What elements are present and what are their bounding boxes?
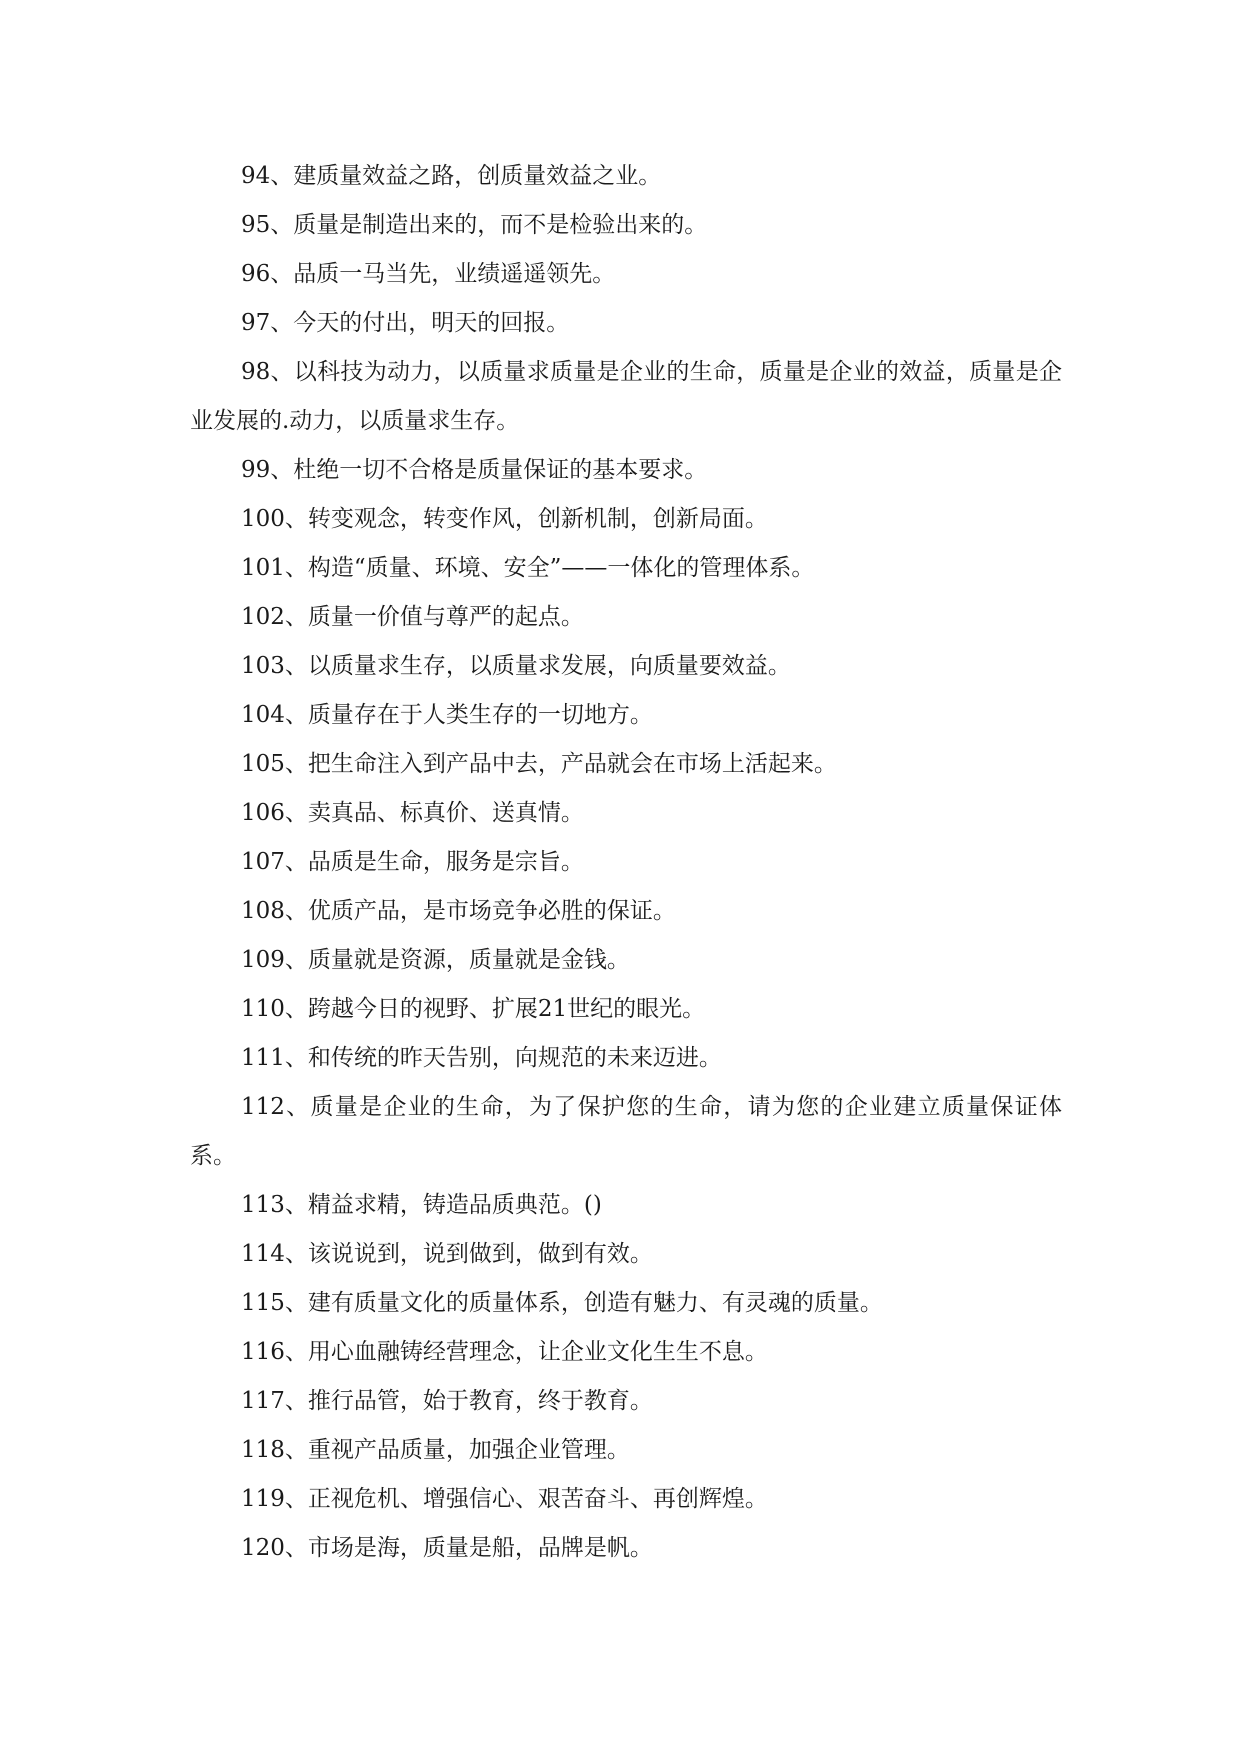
list-item: 100、转变观念，转变作风，创新机制，创新局面。 <box>241 506 768 532</box>
list-item: 104、质量存在于人类生存的一切地方。 <box>241 702 653 728</box>
list-item: 103、以质量求生存，以质量求发展，向质量要效益。 <box>241 653 791 679</box>
list-item: 102、质量一价值与尊严的起点。 <box>241 604 584 630</box>
list-item: 99、杜绝一切不合格是质量保证的基本要求。 <box>241 457 708 483</box>
list-item: 95、质量是制造出来的，而不是检验出来的。 <box>241 212 708 238</box>
list-item: 98、以科技为动力，以质量求质量是企业的生命，质量是企业的效益，质量是企业发展的.动力，以质量求生存。 <box>190 359 1062 434</box>
list-item: 94、建质量效益之路，创质量效益之业。 <box>241 163 662 189</box>
list-item: 97、今天的付出，明天的回报。 <box>241 310 570 336</box>
list-item: 114、该说说到，说到做到，做到有效。 <box>241 1241 653 1267</box>
list-item: 110、跨越今日的视野、扩展21世纪的眼光。 <box>241 996 706 1022</box>
list-item: 107、品质是生命，服务是宗旨。 <box>241 849 584 875</box>
list-item: 112、质量是企业的生命，为了保护您的生命，请为您的企业建立质量保证体系。 <box>190 1094 1062 1169</box>
list-item: 120、市场是海，质量是船，品牌是帆。 <box>241 1535 653 1561</box>
list-item: 117、推行品管，始于教育，终于教育。 <box>241 1388 653 1414</box>
list-item: 96、品质一马当先，业绩遥遥领先。 <box>241 261 616 287</box>
document-body <box>190 152 1062 1573</box>
list-item: 111、和传统的昨天告别，向规范的未来迈进。 <box>241 1045 722 1071</box>
list-item: 101、构造“质量、环境、安全”——一体化的管理体系。 <box>241 555 815 581</box>
list-item: 119、正视危机、增强信心、艰苦奋斗、再创辉煌。 <box>241 1486 768 1512</box>
list-item: 113、精益求精，铸造品质典范。() <box>241 1192 602 1218</box>
list-item: 115、建有质量文化的质量体系，创造有魅力、有灵魂的质量。 <box>241 1290 883 1316</box>
list-item: 106、卖真品、标真价、送真情。 <box>241 800 584 826</box>
list-item: 116、用心血融铸经营理念，让企业文化生生不息。 <box>241 1339 768 1365</box>
list-item: 108、优质产品，是市场竞争必胜的保证。 <box>241 898 676 924</box>
list-item: 118、重视产品质量，加强企业管理。 <box>241 1437 630 1463</box>
list-item: 109、质量就是资源，质量就是金钱。 <box>241 947 630 973</box>
list-item: 105、把生命注入到产品中去，产品就会在市场上活起来。 <box>241 751 837 777</box>
